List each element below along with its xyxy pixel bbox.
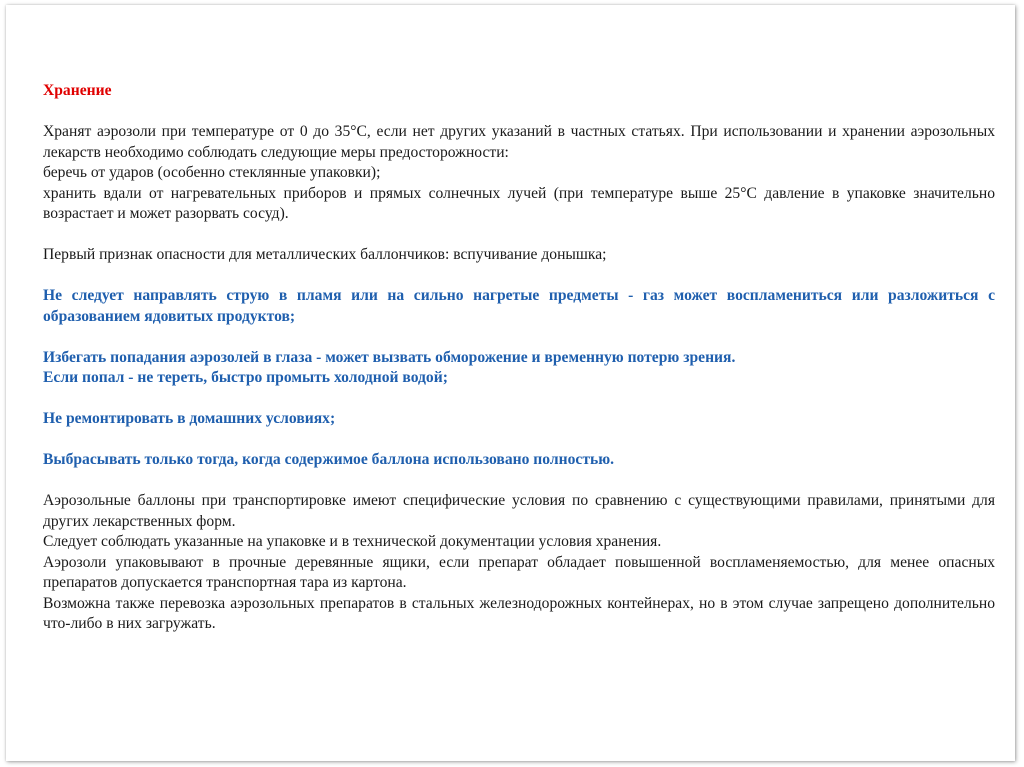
spacer bbox=[43, 266, 995, 287]
slide-title: Хранение bbox=[43, 82, 112, 99]
eye-warning: Избегать попадания аэрозолей в глаза - может вызвать обморожение и временную потерю зрения. bbox=[43, 348, 736, 366]
eye-first-aid-warning: Если попал - не тереть, быстро промыть холодной водой; bbox=[43, 369, 448, 386]
flame-warning: Не следует направлять струю в пламя или на сильно нагретые предметы - газ может воспламениться или разложиться с образованием ядовитых продуктов; bbox=[43, 287, 995, 325]
packaging-paragraph: Аэрозоли упаковывают в прочные деревянные ящики, если препарат обладает повышенной воспламеняемостью, для менее опасных препаратов допускается транспортная тара из картона. bbox=[43, 553, 995, 591]
transport-conditions-paragraph: Аэрозольные баллоны при транспортировке имеют специфические условия по сравнению с существующими правилами, принятыми для других лекарственных форм. bbox=[43, 492, 995, 530]
slide-content bbox=[43, 81, 995, 635]
storage-temperature-paragraph: Хранят аэрозоли при температуре от 0 до 35°С, если нет других указаний в частных статьях. При использовании и хранении аэрозольных лекарств необходимо соблюдать следующие меры предосторожности: bbox=[43, 123, 995, 161]
spacer bbox=[43, 389, 995, 410]
disposal-warning: Выбрасывать только тогда, когда содержимое баллона использовано полностью. bbox=[43, 451, 615, 468]
no-repair-warning: Не ремонтировать в домашних условиях; bbox=[43, 410, 336, 427]
rail-transport-paragraph: Возможна также перевозка аэрозольных препаратов в стальных железнодорожных контейнерах, но в этом случае запрещено дополнительно что-либо в них загружать. bbox=[43, 594, 995, 632]
spacer bbox=[43, 430, 995, 451]
keep-from-heat-paragraph: хранить вдали от нагревательных приборов и прямых солнечных лучей (при температуре выше 25°С давление в упаковке значительно возрастает и может разорвать сосуд). bbox=[43, 184, 995, 222]
slide bbox=[6, 5, 1015, 761]
danger-sign-paragraph: Первый признак опасности для металлических баллончиков: вспучивание донышка; bbox=[43, 246, 607, 263]
follow-instructions-paragraph: Следует соблюдать указанные на упаковке и в технической документации условия хранения. bbox=[43, 533, 662, 550]
spacer bbox=[43, 471, 995, 492]
spacer bbox=[43, 225, 995, 246]
protect-from-impact-paragraph: беречь от ударов (особенно стеклянные упаковки); bbox=[43, 164, 381, 181]
spacer bbox=[43, 327, 995, 348]
